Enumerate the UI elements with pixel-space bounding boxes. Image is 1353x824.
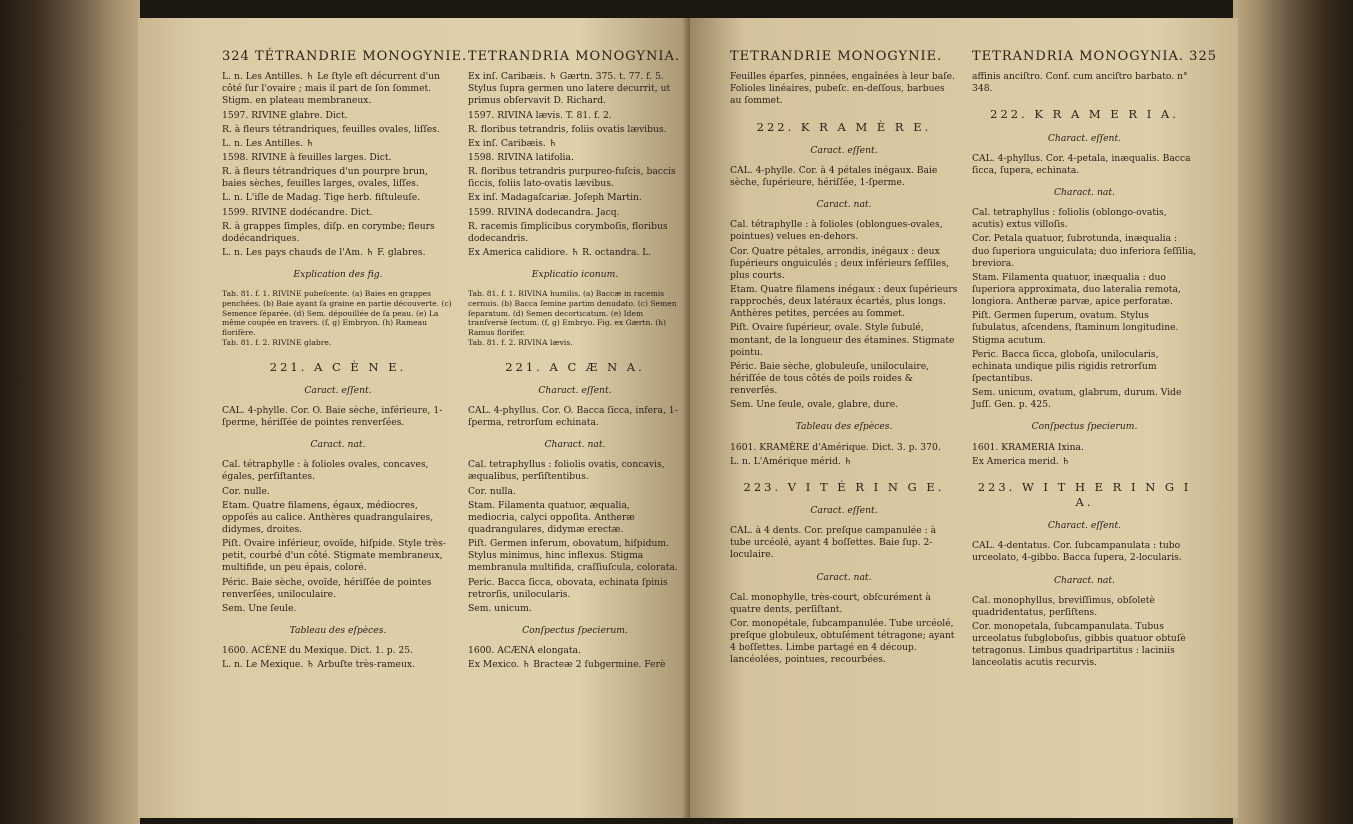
text-paragraph: L. n. Les Antilles. ♄ Le ſtyle eſt décurrent d'un côté ſur l'ovaire ; mais il part de ſon ſommet. Stigm. en plateau membraneux. xyxy=(222,71,440,107)
text-paragraph: R. à fleurs tétrandriques d'un pourpre brun, baies sèches, feuilles larges, ovales, liſſes. xyxy=(222,166,428,190)
section-subheading: Explication des fig. xyxy=(293,269,383,281)
right-page xyxy=(690,18,1238,818)
text-paragraph: Cal. tétraphylle : à folioles ovales, concaves, égales, perſiſtantes. xyxy=(222,459,429,483)
text-paragraph: Sem. unicum, ovatum, glabrum, durum. Vide Juſſ. Gen. p. 425. xyxy=(972,387,1182,411)
text-paragraph: Peric. Bacca ſicca, globoſa, unilocularis, echinata undique pilis rigidis retrorſum ſpectantibus. xyxy=(972,348,1159,384)
text-paragraph: 1600. ACÆNA elongata. xyxy=(468,645,581,657)
book-edge-left xyxy=(0,0,140,824)
section-subheading: Caract. nat. xyxy=(816,199,872,211)
text-paragraph: Sem. unicum. xyxy=(468,602,532,614)
genus-heading: 221. A C Æ N A. xyxy=(505,359,645,374)
section-subheading: Caract. eſſent. xyxy=(304,384,372,396)
text-paragraph: Ex America merid. ♄ xyxy=(972,455,1070,467)
text-paragraph: Cor. nulla. xyxy=(468,485,516,497)
section-subheading: Charact. eſſent. xyxy=(538,384,612,396)
text-paragraph: 1597. RIVINE glabre. Dict. xyxy=(222,109,348,121)
section-subheading: Caract. nat. xyxy=(310,439,366,451)
page-header xyxy=(972,48,1217,65)
genus-heading: 222. K R A M E R I A. xyxy=(990,107,1179,122)
section-subheading: Conſpectus ſpecierum. xyxy=(1031,421,1138,433)
page-number: 325 xyxy=(1189,49,1217,64)
text-paragraph: affinis anciſtro. Conf. cum anciſtro barbato. n° 348. xyxy=(972,71,1188,95)
text-paragraph: Cal. monophylle, très-court, obſcurément à quatre dents, perſiſtant. xyxy=(730,591,931,615)
text-paragraph: L. n. L'iſle de Madag. Tige herb. fiſtuleuſe. xyxy=(222,192,421,204)
page-number: 324 xyxy=(222,49,250,64)
right-page-french-column xyxy=(730,18,958,669)
section-subheading: Tableau des eſpèces. xyxy=(795,421,893,433)
running-title: TETRANDRIE MONOGYNIE. xyxy=(730,49,943,64)
left-page xyxy=(138,18,690,818)
text-paragraph: Cal. tetraphyllus : foliolis (oblongo-ovatis, acutis) extus villoſis. xyxy=(972,207,1167,231)
text-paragraph: R. à grappes ſimples, diſp. en corymbe; fleurs dodécandriques. xyxy=(222,220,435,244)
left-page-french-column xyxy=(222,18,468,673)
text-paragraph: Piſt. Germen ſuperum, ovatum. Stylus ſubulatus, aſcendens, ſtaminum longitudine. Stigma acutum. xyxy=(972,310,1179,346)
text-paragraph: Stam. Filamenta quatuor, inæqualia : duo ſuperiora approximata, duo lateralia remota, longiora. Antheræ parvæ, apice perforatæ. xyxy=(972,271,1181,308)
text-paragraph: Etam. Quatre filamens inégaux : deux ſupérieurs rapprochés, deux latéraux écartés, plus longs. Anthères petites, percées au ſommet. xyxy=(730,284,958,320)
text-paragraph: CAL. 4-dentatus. Cor. ſubcampanulata : tubo urceolato, 4-gibbo. Bacca ſupera, 2-locularis. xyxy=(972,540,1182,564)
text-paragraph: L. n. Le Mexique. ♄ Arbuſte très-rameux. xyxy=(222,659,416,671)
genus-heading: 223. V I T É R I N G E. xyxy=(743,479,945,494)
section-subheading: Explicatio iconum. xyxy=(531,269,619,281)
running-title: TETRANDRIA MONOGYNIA. xyxy=(468,49,681,64)
text-paragraph: 1599. RIVINA dodecandra. Jacq. xyxy=(468,206,620,218)
text-paragraph: Ex Mexico. ♄ Bracteæ 2 ſubgermine. Ferè xyxy=(468,659,666,671)
figure-caption: Tab. 81. f. 1. RIVINA humilis. (a) Baccæ in racemis cernuis. (b) Bacca ſemine partim denudato. (c) Semen ſeparatum. (d) Semen decorticatum. (e) Idem tranſversè ſectum. (f, g) Embryo. Fig. ex Gærtn. (h) Ramus florifer. xyxy=(468,289,677,338)
figure-caption: Tab. 81. f. 2. RIVINA lævis. xyxy=(468,337,573,347)
text-paragraph: Stam. Filamenta quatuor, æqualia, mediocria, calyci oppoſita. Antheræ quadrangulares, didymæ erectæ. xyxy=(468,499,635,536)
text-paragraph: R. à fleurs tétrandriques, feuilles ovales, liſſes. xyxy=(222,123,440,135)
running-title: TÉTRANDRIE MONOGYNIE. xyxy=(254,49,468,64)
text-paragraph: Péric. Baie sèche, globuleuſe, uniloculaire, hériſſée de tous côtés de poils roides & renverſés. xyxy=(730,360,930,397)
text-paragraph: Cor. monopétale, ſubcampanulée. Tube urcéolé, preſque globuleux, obtuſément tétragone; ayant 4 boſſettes. Limbe partagé en 4 découp. lancéolées, pointues, recourbées. xyxy=(730,618,955,666)
text-paragraph: Piſt. Ovaire inférieur, ovoïde, hiſpide. Style très-petit, courbé d'un côté. Stigmate membraneux, multifide, un peu épais, coloré. xyxy=(222,538,446,574)
text-paragraph: Peric. Bacca ſicca, obovata, echinata ſpinis retrorſis, unilocularis. xyxy=(468,576,668,600)
page-header xyxy=(222,48,468,65)
text-paragraph: CAL. à 4 dents. Cor. preſque campanulée : à tube urcéolé, ayant 4 boſſettes. Baie ſup. 2-loculaire. xyxy=(730,525,937,561)
text-paragraph: Cor. nulle. xyxy=(222,485,270,497)
section-subheading: Charact. nat. xyxy=(1054,574,1115,586)
section-subheading: Charact. nat. xyxy=(544,439,606,451)
figure-caption: Tab. 81. f. 2. RIVINE glabre. xyxy=(222,337,332,347)
section-subheading: Charact. eſſent. xyxy=(1047,132,1122,144)
text-paragraph: Ex America calidiore. ♄ R. octandra. L. xyxy=(468,246,652,258)
text-paragraph: 1598. RIVINA latifolia. xyxy=(468,152,574,163)
text-paragraph: 1599. RIVINE dodécandre. Dict. xyxy=(222,206,373,218)
genus-heading: 223. W I T H E R I N G I A. xyxy=(977,479,1192,510)
text-paragraph: 1597. RIVINA lævis. T. 81. f. 2. xyxy=(468,109,612,121)
figure-caption: Tab. 81. f. 1. RIVINE pubeſcente. (a) Baies en grappes penchées. (b) Baie ayant ſa graine en partie découverte. (c) Semence ſéparée. (d) Sem. dépouillée de ſa peau. (e) La même coupée en travers. (f, g) Embryon. (h) Rameau florifère. xyxy=(222,289,452,338)
text-paragraph: Sem. Une ſeule, ovale, glabre, dure. xyxy=(730,399,899,411)
text-paragraph: Etam. Quatre filamens, égaux, médiocres, oppoſés au calice. Anthères quadrangulaires, didymes, droites. xyxy=(222,499,434,536)
genus-heading: 221. A C È N E. xyxy=(269,359,407,374)
text-paragraph: Cor. Petala quatuor, ſubrotunda, inæqualia : duo ſuperiora unguiculata; duo inferiora ſeſſilia, breviora. xyxy=(972,233,1197,269)
text-paragraph: 1601. KRAMERIA Ixina. xyxy=(972,441,1084,453)
text-paragraph: Feuilles éparſes, pinnées, engaînées à leur baſe. Folioles linéaires, pubeſc. en-deſſous, barbues au ſommet. xyxy=(730,71,955,107)
text-paragraph: Ex inſ. Madagaſcariæ. Joſeph Martin. xyxy=(468,192,642,204)
section-subheading: Caract. eſſent. xyxy=(810,505,878,517)
text-paragraph: Piſt. Ovaire ſupérieur, ovale. Style ſubulé, montant, de la longueur des étamines. Stigmate pointu. xyxy=(730,322,955,358)
text-paragraph: CAL. 4-phyllus. Cor. 4-petala, inæqualis. Bacca ſicca, ſupera, echinata. xyxy=(972,152,1191,176)
text-paragraph: Cor. monopetala, ſubcampanulata. Tubus urceolatus ſubgloboſus, gibbis quatuor obtuſè tetragonus. Limbus quadripartitus : laciniis lanceolatis acutis recurvis. xyxy=(972,621,1186,669)
section-subheading: Conſpectus ſpecierum. xyxy=(522,625,628,636)
text-paragraph: L. n. Les pays chauds de l'Am. ♄ F. glabres. xyxy=(222,246,426,258)
right-page-latin-column xyxy=(972,18,1217,672)
text-paragraph: Ex inſ. Caribæis. ♄ Gærtn. 375. t. 77. f. 5. Stylus ſupra germen uno latere decurrit, ut primus obſervavit D. Richard. xyxy=(468,71,671,107)
text-paragraph: CAL. 4-phyllus. Cor. O. Bacca ſicca, infera, 1-ſperma, retrorſum echinata. xyxy=(468,404,678,429)
section-subheading: Caract. eſſent. xyxy=(810,144,878,156)
text-paragraph: Sem. Une ſeule. xyxy=(222,602,297,614)
text-paragraph: L. n. Les Antilles. ♄ xyxy=(222,137,315,149)
text-paragraph: 1601. KRAMÈRE d'Amérique. Dict. 3. p. 370. xyxy=(730,441,941,453)
section-subheading: Tableau des eſpèces. xyxy=(289,625,387,636)
running-title: TETRANDRIA MONOGYNIA. xyxy=(972,49,1185,64)
text-paragraph: CAL. 4-phylle. Cor. O. Baie sèche, inférieure, 1-ſperme, hériſſée de pointes renverſées. xyxy=(222,404,443,429)
text-paragraph: Cor. Quatre pétales, arrondis, inégaux : deux ſupérieurs onguiculés ; deux inférieurs ſeſſiles, plus courts. xyxy=(730,245,949,281)
text-paragraph: 1600. ACÈNE du Mexique. Dict. 1. p. 25. xyxy=(222,645,414,657)
genus-heading: 222. K R A M È R E. xyxy=(756,119,932,134)
left-page-latin-column xyxy=(468,18,682,673)
text-paragraph: Cal. monophyllus, breviſſimus, obſoletè quadridentatus, perſiſtens. xyxy=(972,594,1155,618)
section-subheading: Charact. eſſent. xyxy=(1047,520,1122,532)
text-paragraph: L. n. L'Amérique mérid. ♄ xyxy=(730,455,853,467)
text-paragraph: Cal. tetraphyllus : foliolis ovatis, concavis, æqualibus, perſiſtentibus. xyxy=(468,459,665,483)
text-paragraph: R. floribus tetrandris purpureo-fuſcis, baccis ſiccis, foliis lato-ovatis lævibus. xyxy=(468,166,676,190)
text-paragraph: CAL. 4-phylle. Cor. à 4 pétales inégaux. Baie sèche, ſupérieure, hériſſée, 1-ſperme. xyxy=(730,164,938,189)
book-edge-right xyxy=(1233,0,1353,824)
section-subheading: Charact. nat. xyxy=(1054,187,1115,199)
text-paragraph: Cal. tétraphylle : à folioles (oblongues-ovales, pointues) velues en-dehors. xyxy=(730,219,943,243)
text-paragraph: 1598. RIVINE à feuilles larges. Dict. xyxy=(222,152,392,163)
text-paragraph: Péric. Baie sèche, ovoïde, hériſſée de pointes renverſées, uniloculaire. xyxy=(222,576,432,600)
text-paragraph: R. floribus tetrandris, foliis ovatis lævibus. xyxy=(468,123,667,135)
text-paragraph: Ex inſ. Caribæis. ♄ xyxy=(468,137,557,149)
text-paragraph: Piſt. Germen inferum, obovatum, hiſpidum. Stylus minimus, hinc inflexus. Stigma membranula multifida, craſſiuſcula, colorata. xyxy=(468,538,678,574)
text-paragraph: R. racemis ſimplicibus corymboſis, floribus dodecandris. xyxy=(468,220,668,244)
section-subheading: Caract. nat. xyxy=(816,571,872,583)
